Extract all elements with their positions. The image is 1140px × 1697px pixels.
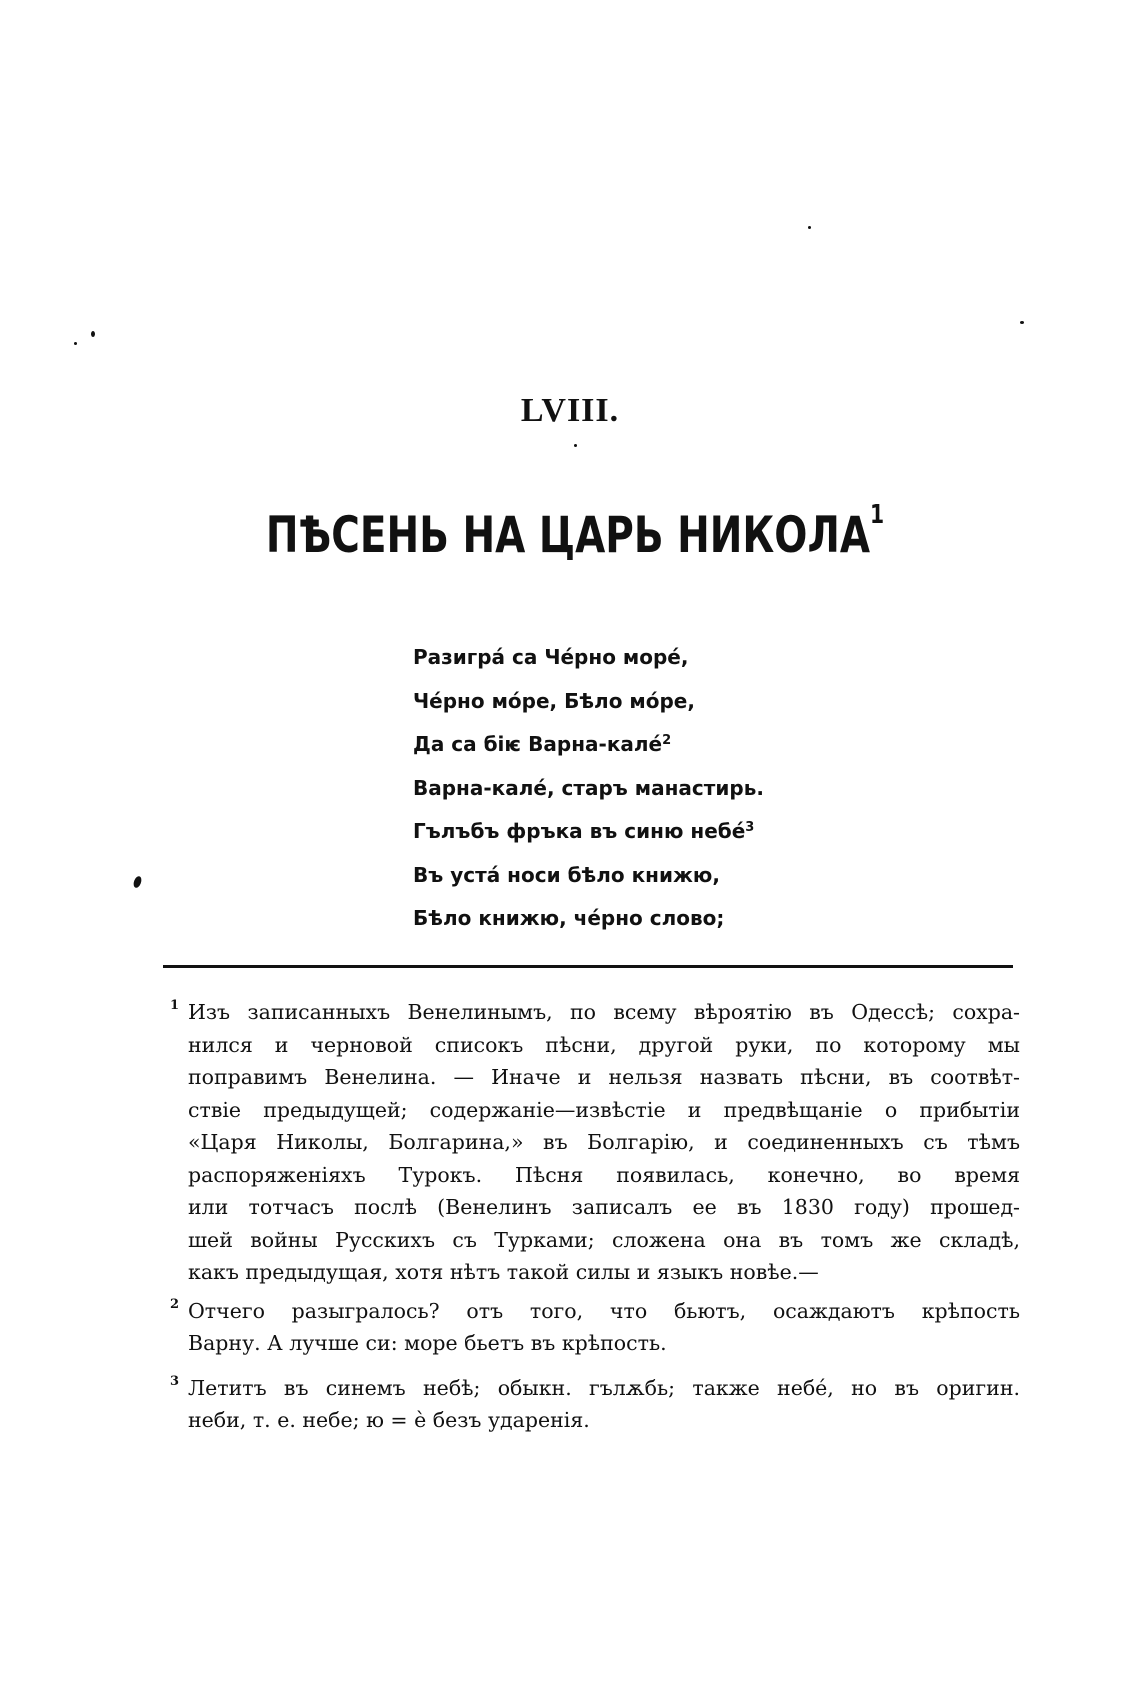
scan-speck [574, 444, 577, 447]
footnote-line: Изъ записанныхъ Венелинымъ, по всему вѣроятію въ Одессѣ; сохра- [188, 1000, 1020, 1024]
scan-speck [74, 342, 77, 345]
verse-line: Гълъбъ фръка въ синю небé$^3$ [413, 819, 755, 843]
footnote-line: «Царя Николы, Болгарина,» въ Болгарію, и соединенныхъ съ тѣмъ [188, 1130, 1020, 1154]
footnote-line: нился и черновой списокъ пѣсни, другой руки, по которому мы [188, 1032, 1020, 1057]
footnote-line: какъ предыдущая, хотя нѣтъ такой силы и языкъ новѣе.— [188, 1260, 819, 1284]
scan-speck [132, 875, 143, 889]
verse [413, 636, 793, 941]
verse-line: Разигрá са Чéрно морé, [413, 645, 689, 669]
footnote-marker: 1 [170, 998, 180, 1013]
footnote-line: или тотчасъ послѣ (Венелинъ записалъ ее въ 1830 году) прошед- [188, 1195, 1020, 1219]
footnote-line: неби, т. е. небе; ю = ѐ безъ ударенія. [188, 1408, 590, 1432]
verse-line: Чéрно мóре, Бѣло мóре, [413, 688, 695, 713]
song-title-text: ПѢСЕНЬ НА ЦАРЬ НИКОЛА [265, 506, 871, 564]
footnote-line: Варну. А лучше си: море бьетъ въ крѣпость. [188, 1331, 667, 1355]
scan-speck [1020, 321, 1024, 324]
footnote [170, 1372, 1020, 1437]
title-footnote-ref: 1 [870, 500, 885, 530]
verse-line: Варна-калé, старъ манастирь. [413, 775, 764, 800]
footnote-line: поправимъ Венелина. — Иначе и нельзя назвать пѣсни, въ соотвѣт- [188, 1065, 1020, 1089]
verse-line: Въ устá носи бѣло книжю, [413, 862, 720, 887]
footnote [170, 996, 1020, 1289]
footnote-line: шей войны Русскихъ съ Турками; сложена она въ томъ же складѣ, [188, 1227, 1020, 1252]
footnotes [170, 996, 1020, 1437]
footnote-marker: 3 [170, 1373, 180, 1389]
verse-footnote-ref: 2 [662, 733, 672, 748]
song-title [130, 500, 1019, 564]
chapter-number: LVIII. [520, 392, 620, 429]
footnote-marker: 2 [170, 1296, 180, 1312]
footnote [170, 1295, 1020, 1360]
verse-line: Да са біѥ Варна-калé$^2$ [413, 732, 672, 756]
verse-footnote-ref: 3 [745, 820, 755, 835]
scan-speck [808, 226, 811, 229]
footnote-line: Отчего разыгралось? отъ того, что бьютъ, осаждаютъ крѣпость [188, 1298, 1020, 1323]
footnote-divider [163, 965, 1013, 968]
footnote-line: ствіе предыдущей; содержаніе—извѣстіе и предвѣщаніе о прибытіи [188, 1097, 1020, 1122]
scan-speck [91, 331, 95, 337]
footnote-line: распоряженіяхъ Турокъ. Пѣсня появилась, конечно, во время [188, 1162, 1020, 1187]
footnote-line: Летитъ въ синемъ небѣ; обыкн. гълѫбь; также небé, но въ оригин. [188, 1375, 1020, 1400]
verse-line: Бѣло книжю, чéрно слово; [413, 906, 725, 930]
